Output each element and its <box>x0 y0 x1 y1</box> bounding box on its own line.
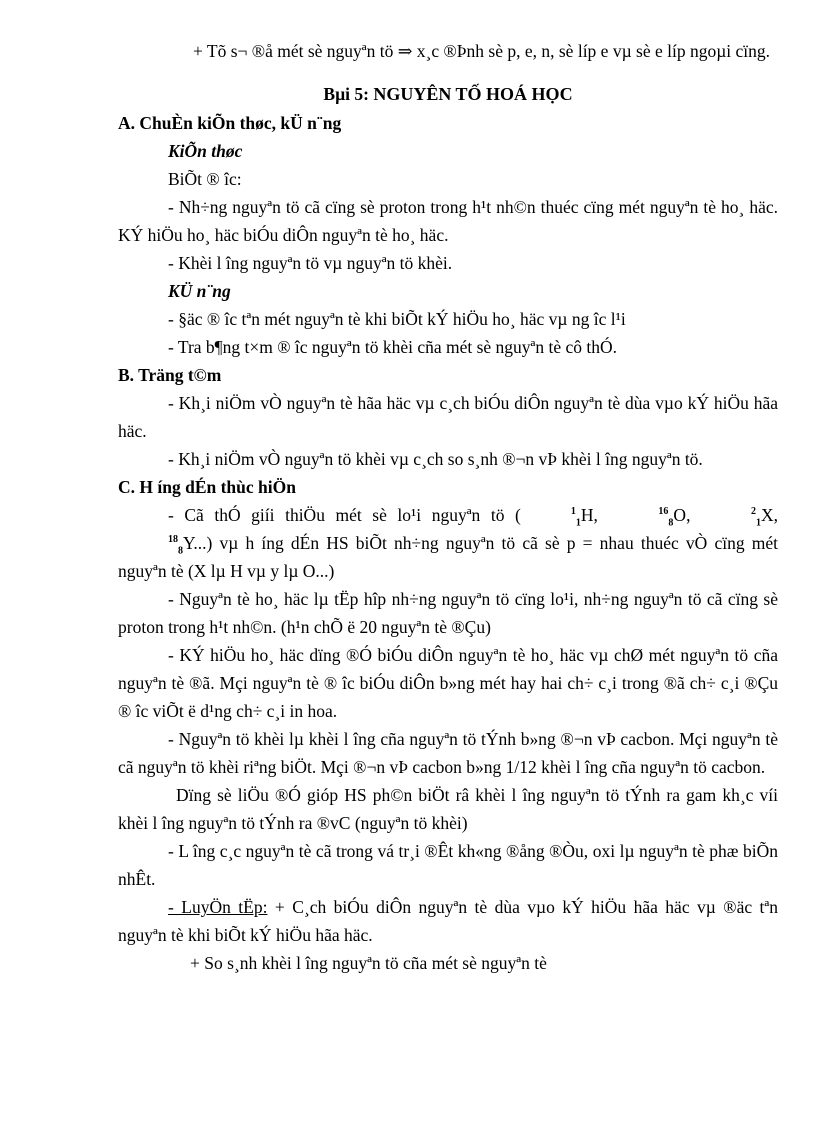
guide-item-1-start: - Cã thÓ giíi thiÖu mét sè lo¹i nguyªn tö ( <box>168 505 521 525</box>
skills-subheading: KÜ n¨ng <box>168 281 231 301</box>
intro-line: + Tõ s¬ ®å mét sè nguyªn tö ⇒ x¸c ®Þnh sè p, e, n, sè líp e vµ sè e líp ngoµi cïng. <box>193 41 771 61</box>
section-b-heading: B. Träng t©m <box>118 365 222 385</box>
knowledge-item-2: - Khèi l îng nguyªn tö vµ nguyªn tö khèi. <box>168 253 453 273</box>
guide-item-2: - Nguyªn tè ho¸ häc lµ tËp hîp nh÷ng nguyªn tö cïng lo¹i, nh÷ng nguyªn tö cã cïng sè proton trong h¹t nh©n. (h¹n chÕ ë 20 nguyªn tè ®Çu) <box>118 589 778 637</box>
practice-text: + C¸ch biÓu diÔn nguyªn tè dùa vµo kÝ hiÖu hãa häc vµ ®äc tªn nguyªn tè khi biÕt kÝ hiÖu hãa häc. <box>118 897 778 945</box>
lesson-name: NGUYÊN TỐ HOÁ HỌC <box>373 84 573 104</box>
isotope-o: $^{16}_8$O <box>658 505 687 529</box>
document-page <box>118 37 778 977</box>
isotope-x: $^2_1$X <box>751 505 774 529</box>
focus-item-1: - Kh¸i niÖm vÒ nguyªn tè hãa häc vµ c¸ch biÓu diÔn nguyªn tè dùa vµo kÝ hiÖu hãa häc. <box>118 393 778 441</box>
skill-item-2: - Tra b¶ng t×m ® îc nguyªn tö khèi cña mét sè nguyªn tè cô thÓ. <box>168 337 618 357</box>
guide-item-3: - KÝ hiÖu ho¸ häc dïng ®Ó biÓu diÔn nguyªn tè ho¸ häc vµ chØ mét nguyªn tö cña nguyªn tè ®ã. Mçi nguyªn tè ® îc biÓu diÔn b»ng mét hay hai ch÷ c¸i trong ®ã ch÷ c¸i ®Çu ® îc viÕt ë d¹ng ch÷ c¸i in hoa. <box>118 645 778 721</box>
isotope-y: $^{18}_8$Y... <box>168 533 207 557</box>
practice-label: - LuyÖn tËp: <box>168 897 268 917</box>
guide-item-4: - Nguyªn tö khèi lµ khèi l îng cña nguyªn tö tÝnh b»ng ®¬n vÞ cacbon. Mçi nguyªn tè cã nguyªn tö khèi riªng biÖt. Mçi ®¬n vÞ cacbon b»ng 1/12 khèi l îng cña nguyªn tö cacbon. <box>118 729 778 777</box>
guide-item-8: + So s¸nh khèi l îng nguyªn tö cña mét sè nguyªn tè <box>190 953 547 973</box>
section-c-heading: C. H íng dÉn thùc hiÖn <box>118 477 296 497</box>
isotope-h: $^1_1$H <box>570 505 594 529</box>
section-a-heading: A. ChuÈn kiÕn thøc, kÜ n¨ng <box>118 113 342 133</box>
know-label: BiÕt ® îc: <box>168 169 242 189</box>
skill-item-1: - §äc ® îc tªn mét nguyªn tè khi biÕt kÝ hiÖu ho¸ häc vµ ng îc l¹i <box>168 309 626 329</box>
lesson-title <box>118 79 778 109</box>
lesson-number: Bµi 5: <box>323 84 369 104</box>
guide-item-1-end: ) vµ h íng dÉn HS biÕt nh÷ng nguyªn tö cã sè p = nhau thuéc vÒ cïng mét nguyªn tè (X lµ H vµ y lµ O...) <box>118 533 778 581</box>
guide-item-6: - L îng c¸c nguyªn tè cã trong vá tr¸i ®Êt kh«ng ®ång ®Òu, oxi lµ nguyªn tè phæ biÕn nhÊt. <box>118 841 778 889</box>
guide-item-1: - Cã thÓ giíi thiÖu mét sè lo¹i nguyªn tö ( $^1_1$H, $^{16}_8$O, $^2_1$X, $^{18}_8$Y...) vµ h íng dÉn HS biÕt nh÷ng nguyªn tö cã sè p = nhau thuéc vÒ cïng mét nguyªn tè (X lµ H vµ y lµ O...) <box>118 501 778 585</box>
knowledge-item-1: - Nh÷ng nguyªn tö cã cïng sè proton trong h¹t nh©n thuéc cïng mét nguyªn tè ho¸ häc. KÝ hiÖu ho¸ häc biÓu diÔn nguyªn tè ho¸ häc. <box>118 197 778 245</box>
focus-item-2: - Kh¸i niÖm vÒ nguyªn tö khèi vµ c¸ch so s¸nh ®¬n vÞ khèi l îng nguyªn tö. <box>168 449 703 469</box>
knowledge-subheading: KiÕn thøc <box>168 141 243 161</box>
guide-item-5: Dïng sè liÖu ®Ó gióp HS ph©n biÖt râ khèi l îng nguyªn tö tÝnh ra gam kh¸c víi khèi l îng nguyªn tö tÝnh ra ®vC (nguyªn tö khèi) <box>118 785 778 833</box>
guide-item-7 <box>118 893 778 949</box>
